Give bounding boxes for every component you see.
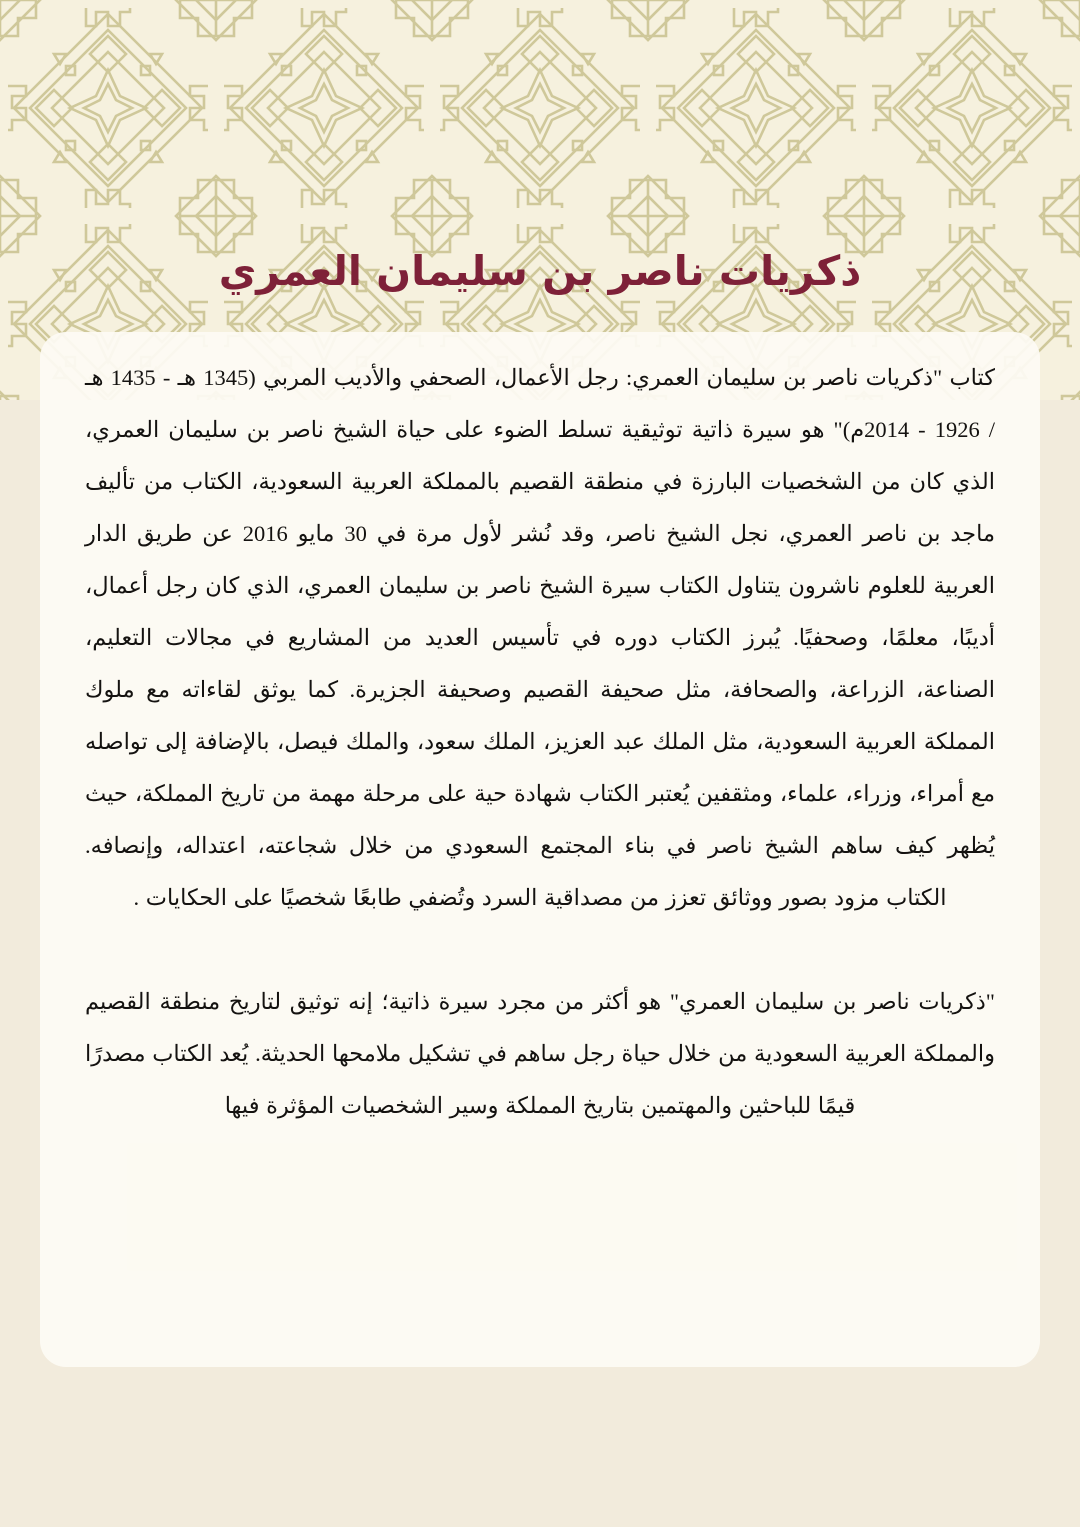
paragraph-summary: كتاب "ذكريات ناصر بن سليمان العمري: رجل الأعمال، الصحفي والأديب المربي (1345 هـ - 1435 هـ / 1926 - 2014م)" هو سيرة ذاتية توثيقية تسلط الضوء على حياة الشيخ ناصر بن سليمان العمري، الذي كان من الشخصيات البارزة في منطقة القصيم بالمملكة العربية السعودية، الكتاب من تأليف ماجد بن ناصر العمري، نجل الشيخ ناصر، وقد نُشر لأول مرة في 30 مايو 2016 عن طريق الدار العربية للعلوم ناشرون يتناول الكتاب سيرة الشيخ ناصر بن سليمان العمري، الذي كان رجل أعمال، أديبًا، معلمًا، وصحفيًا. يُبرز الكتاب دوره في تأسيس العديد من المشاريع في مجالات التعليم، الصناعة، الزراعة، والصحافة، مثل صحيفة القصيم وصحيفة الجزيرة. كما يوثق لقاءاته مع ملوك المملكة العربية السعودية، مثل الملك عبد العزيز، الملك سعود، والملك فيصل، بالإضافة إلى تواصله مع أمراء، وزراء، علماء، ومثقفين يُعتبر الكتاب شهادة حية على مرحلة مهمة من تاريخ المملكة، حيث يُظهر كيف ساهم الشيخ ناصر في بناء المجتمع السعودي من خلال شجاعته، اعتداله، وإنصافه. الكتاب مزود بصور ووثائق تعزز من مصداقية السرد وتُضفي طابعًا شخصيًا على الحكايات . <box>85 365 996 910</box>
paragraph-conclusion: "ذكريات ناصر بن سليمان العمري" هو أكثر من مجرد سيرة ذاتية؛ إنه توثيق لتاريخ منطقة القصيم والمملكة العربية السعودية من خلال حياة رجل ساهم في تشكيل ملامحها الحديثة. يُعد الكتاب مصدرًا قيمًا للباحثين والمهتمين بتاريخ المملكة وسير الشخصيات المؤثرة فيها <box>85 989 995 1118</box>
document-body <box>40 352 1040 1362</box>
page-title: ذكريات ناصر بن سليمان العمري <box>218 247 862 295</box>
page-footer-area <box>0 1367 1080 1527</box>
